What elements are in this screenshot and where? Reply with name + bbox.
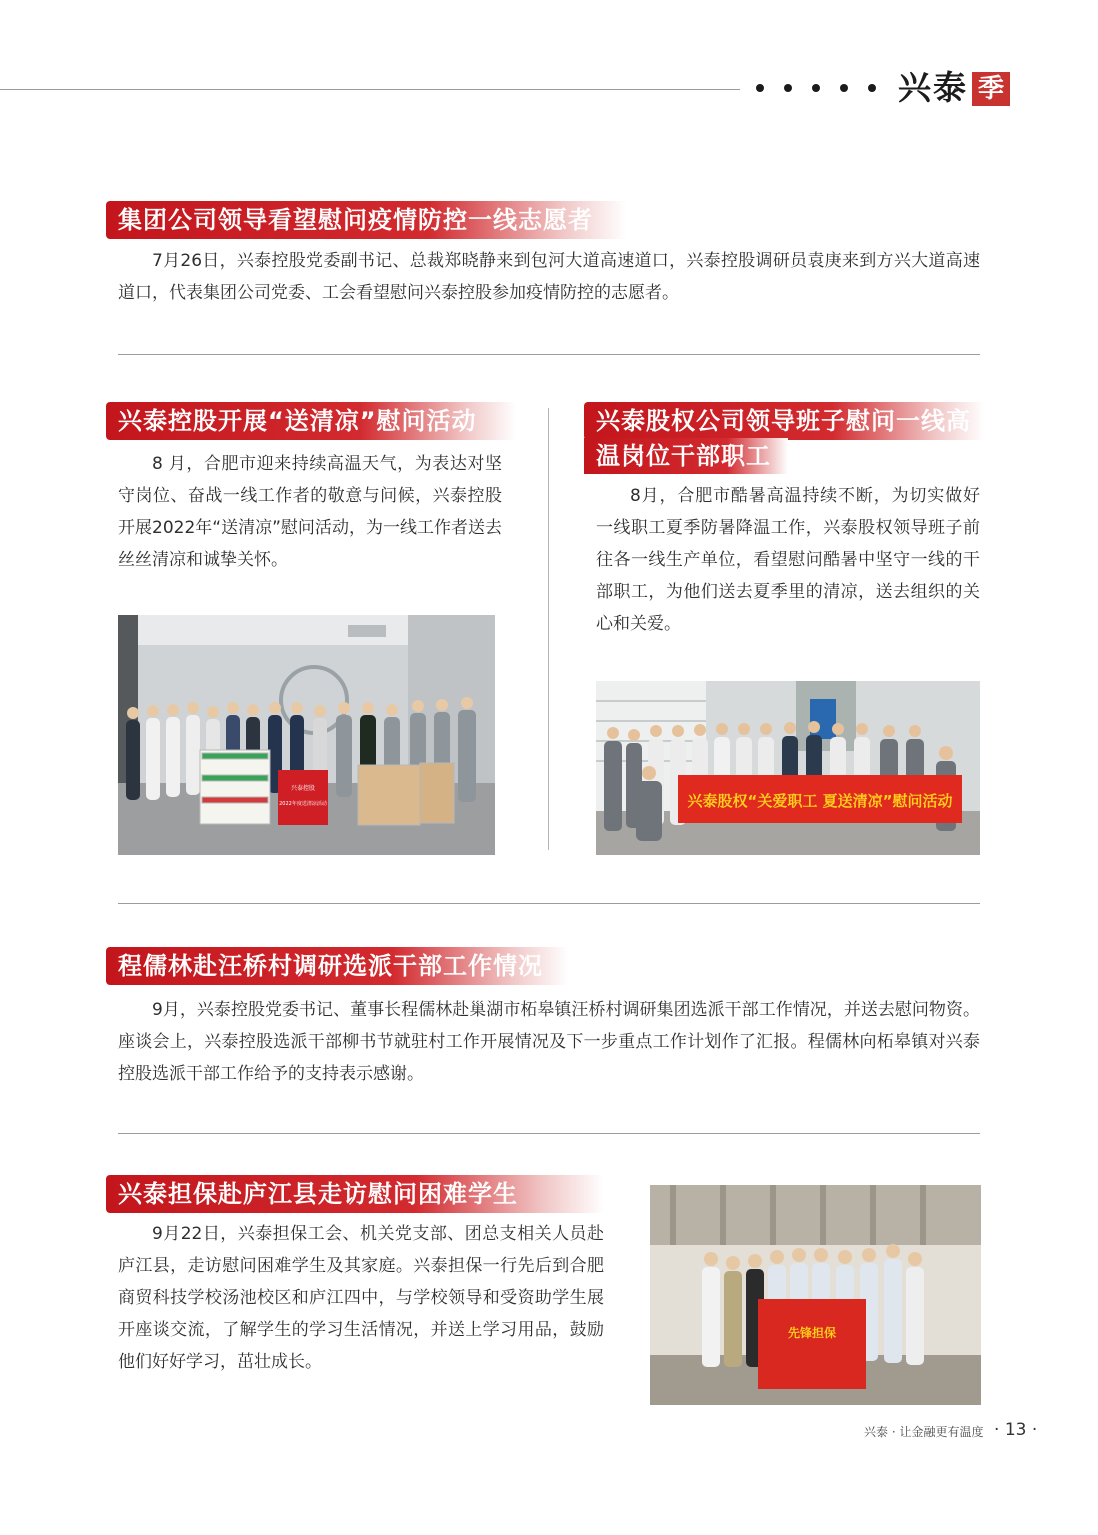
section-body: 8 月，合肥市迎来持续高温天气，为表达对坚守岗位、奋战一线工作者的敬意与问候，兴泰控股开展2022年“送清凉”慰问活动，为一线工作者送去丝丝清凉和诚挚关怀。 — [118, 454, 502, 570]
photo-summer-cooling-event — [118, 615, 495, 855]
banner-text-line1: 兴泰控股 — [290, 785, 316, 792]
photo-staff-care-event — [596, 681, 980, 855]
section-title: 兴泰控股开展“送清凉”慰问活动 — [106, 402, 516, 440]
header-rule — [0, 89, 740, 90]
section-divider — [118, 1133, 980, 1134]
section-title: 集团公司领导看望慰问疫情防控一线志愿者 — [106, 201, 626, 239]
section-divider — [118, 903, 980, 904]
section-title: 程儒林赴汪桥村调研选派干部工作情况 — [106, 947, 568, 985]
section-divider — [118, 354, 980, 355]
page-number-value: 13 — [1004, 1420, 1027, 1440]
section-body: 9月22日，兴泰担保工会、机关党支部、团总支相关人员赴庐江县，走访慰问困难学生及其家庭。兴泰担保一行先后到合肥商贸科技学校汤池校区和庐江四中，与学校领导和受资助学生展开座谈交流，了解学生的学习生活情况，并送上学习用品，鼓励他们好好学习，茁壮成长。 — [118, 1224, 604, 1372]
column-divider — [548, 408, 549, 850]
page-number: · 13 · — [994, 1420, 1038, 1440]
section-body: 8月，合肥市酷暑高温持续不断，为切实做好一线职工夏季防暑降温工作，兴泰股权领导班子前往各一线生产单位，看望慰问酷暑中坚守一线的干部职工，为他们送去夏季里的清凉，送去组织的关心和关爱。 — [596, 486, 980, 634]
section-body: 9月，兴泰控股党委书记、董事长程儒林赴巢湖市柘皋镇汪桥村调研集团选派干部工作情况，并送去慰问物资。座谈会上，兴泰控股选派干部柳书节就驻村工作开展情况及下一步重点工作计划作了汇报。程儒林向柘皋镇对兴泰控股选派干部工作给予的支持表示感谢。 — [118, 1000, 980, 1084]
section-title-line1: 兴泰股权公司领导班子慰问一线高 — [584, 402, 984, 440]
header-dot — [756, 84, 764, 92]
section-title-line2: 温岗位干部职工 — [584, 438, 788, 474]
footer-tagline: 兴泰 · 让金融更有温度 — [864, 1425, 984, 1439]
header-dot — [784, 84, 792, 92]
header-dot — [840, 84, 848, 92]
header-dot — [812, 84, 820, 92]
photo-student-visit — [650, 1185, 981, 1405]
magazine-seal-logo: 季 — [972, 72, 1010, 106]
section-body: 7月26日，兴泰控股党委副书记、总裁郑晓静来到包河大道高速道口，兴泰控股调研员袁庚来到方兴大道高速道口，代表集团公司党委、工会看望慰问兴泰控股参加疫情防控的志愿者。 — [118, 251, 980, 303]
flag-text: 先锋担保 — [787, 1326, 837, 1340]
magazine-title: 兴泰 — [898, 68, 968, 107]
header-dots — [756, 70, 876, 92]
banner-text: 兴泰股权“关爱职工 夏送清凉”慰问活动 — [687, 792, 953, 810]
banner-text-line2: 2022年度送清凉活动 — [279, 801, 327, 807]
section-title: 兴泰担保赴庐江县走访慰问困难学生 — [106, 1175, 604, 1213]
header-dot — [868, 84, 876, 92]
